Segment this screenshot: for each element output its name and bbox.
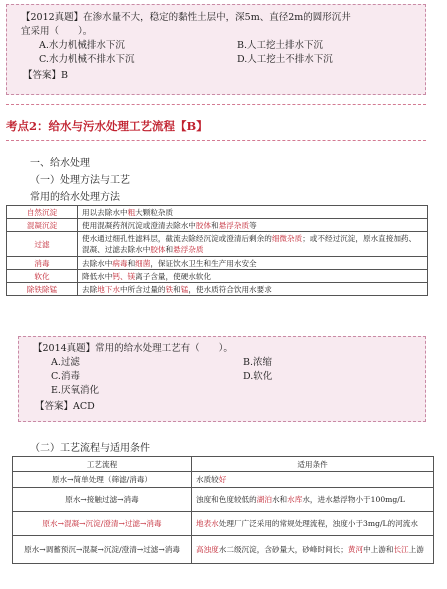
- highlight-text: 长江: [393, 545, 409, 554]
- highlight-text: 高浊度: [196, 545, 219, 554]
- question-stem: 【2012真题】在渗水量不大，稳定的黏性土层中，深5m、直径2m的圆形沉井: [21, 12, 351, 23]
- method-description: [78, 257, 428, 270]
- options-row: [33, 356, 417, 370]
- table-row: [13, 536, 434, 564]
- process-flow: 原水→调蓄预沉→混凝→沉淀/澄清→过滤→消毒: [13, 536, 192, 564]
- text-run: 浊度和色度较低的: [196, 495, 257, 504]
- method-name: 除铁除锰: [7, 283, 78, 296]
- divider: [6, 140, 426, 141]
- highlight-text: 胶体: [150, 245, 166, 254]
- table-row: [7, 270, 428, 283]
- text-run: 和: [211, 220, 219, 230]
- applicable-condition: [192, 536, 434, 564]
- highlight-text: 钙、镁: [112, 271, 136, 281]
- highlight-text: 细微杂质: [271, 234, 303, 243]
- table-row: [7, 283, 428, 296]
- method-name: 自然沉淀: [7, 206, 78, 219]
- method-name: 消毒: [7, 257, 78, 270]
- text-run: 降低水中: [82, 271, 113, 281]
- text-run: 上游: [408, 545, 424, 554]
- text-run: ，使水质符合饮用水要求: [188, 284, 272, 294]
- table-row: [7, 206, 428, 219]
- table-row: [7, 257, 428, 270]
- heading-common-methods: 常用的给水处理方法: [30, 192, 120, 203]
- method-description: [78, 232, 428, 257]
- text-run: 和: [127, 258, 136, 268]
- applicable-condition: [192, 472, 434, 488]
- text-run: 水二级沉淀，含砂量大，砂峰时间长；: [218, 545, 348, 554]
- section-title: 考点2：给水与污水处理工艺流程【B】: [6, 119, 208, 133]
- method-description: [78, 219, 428, 232]
- highlight-text: 锰: [180, 284, 189, 294]
- option-d: D.软化: [243, 371, 273, 382]
- option-a: A.过滤: [51, 357, 80, 368]
- text-run: ，保证饮水卫生和生产用水安全: [150, 258, 257, 268]
- highlight-text: 悬浮杂质: [218, 220, 250, 230]
- method-description: [78, 206, 428, 219]
- flow-table: [12, 456, 434, 564]
- text-run: 和: [165, 245, 174, 254]
- text-run: 中上游和: [363, 545, 394, 554]
- text-run: 处理厂广泛采用的常规处理流程，浊度小于3mg/L的河流水: [218, 519, 418, 528]
- heading-supply: 一、给水处理: [30, 158, 90, 169]
- text-run: ；或不经过沉淀，原水直接加药、混凝、过滤去除水中: [82, 234, 417, 254]
- question-box-2014: [18, 336, 426, 422]
- method-description: [78, 270, 428, 283]
- text-run: 和: [173, 284, 181, 294]
- text-run: 去除: [82, 284, 98, 294]
- text-run: 水和: [271, 495, 288, 504]
- table-row: [13, 488, 434, 512]
- heading-flow: （二）工艺流程与适用条件: [30, 443, 150, 454]
- option-c: C.水力机械不排水下沉: [39, 54, 135, 65]
- highlight-text: 地表水: [196, 519, 219, 528]
- highlight-text: 地下水: [97, 284, 120, 294]
- option-b: B.浓缩: [243, 357, 273, 368]
- options-row: [21, 39, 417, 53]
- answer: 【答案】B: [23, 70, 68, 81]
- text-run: 离子含量，使硬水软化: [135, 271, 212, 281]
- answer: 【答案】ACD: [35, 401, 95, 412]
- table-row: [13, 472, 434, 488]
- table-header-row: [13, 457, 434, 472]
- question-box-2012: [6, 4, 426, 95]
- text-run: 等: [249, 220, 257, 230]
- option-b: B.人工挖土排水下沉: [237, 40, 324, 51]
- text-run: 去除水中: [82, 258, 113, 268]
- table-row: [13, 512, 434, 536]
- process-flow: 原水→简单处理（筛滤/消毒）: [13, 472, 192, 488]
- method-name: 软化: [7, 270, 78, 283]
- text-run: 中所含过量的: [119, 284, 166, 294]
- question-stem-cont: 宜采用（ ）。: [21, 26, 93, 37]
- text-run: 使用混凝药剂沉淀或澄清去除水中: [82, 220, 196, 230]
- applicable-condition: [192, 512, 434, 536]
- highlight-text: 黄河: [347, 545, 364, 554]
- heading-methods: （一）处理方法与工艺: [30, 175, 130, 186]
- highlight-text: 悬浮杂质: [173, 245, 204, 254]
- text-run: 水，进水悬浮物小于100mg/L: [302, 495, 405, 504]
- option-a: A.水力机械排水下沉: [39, 40, 125, 51]
- applicable-condition: [192, 488, 434, 512]
- method-name: 混凝沉淀: [7, 219, 78, 232]
- process-flow: 原水→接触过滤→消毒: [13, 488, 192, 512]
- highlight-text: 粗: [127, 207, 136, 217]
- highlight-text: 铁: [165, 284, 174, 294]
- process-flow: 原水→混凝→沉淀/澄清→过滤→消毒: [13, 512, 192, 536]
- options-row: [33, 370, 417, 384]
- options-row: [33, 384, 417, 398]
- text-run: 大颗粒杂质: [135, 207, 174, 217]
- highlight-text: 水库: [287, 495, 303, 504]
- method-description: [78, 283, 428, 296]
- text-run: 用以去除水中: [82, 207, 128, 217]
- column-header-flow: 工艺流程: [13, 457, 192, 472]
- highlight-text: 好: [218, 475, 227, 484]
- text-run: 水质较: [196, 475, 219, 484]
- methods-table: [6, 205, 428, 296]
- column-header-condition: 适用条件: [192, 457, 434, 472]
- highlight-text: 细菌: [135, 258, 151, 268]
- option-e: E.厌氧消化: [51, 385, 99, 396]
- highlight-text: 胶体: [195, 220, 212, 230]
- option-d: D.人工挖土不排水下沉: [237, 54, 333, 65]
- option-c: C.消毒: [51, 371, 80, 382]
- table-row: [7, 232, 428, 257]
- method-name: 过滤: [7, 232, 78, 257]
- table-row: [7, 219, 428, 232]
- question-stem: 【2014真题】常用的给水处理工艺有（ ）。: [33, 343, 233, 354]
- options-row: [21, 53, 417, 67]
- divider: [6, 104, 426, 105]
- text-run: 使水通过细孔性滤料层，截流去除经沉淀或澄清后剩余的: [82, 234, 272, 243]
- highlight-text: 湖泊: [256, 495, 272, 504]
- highlight-text: 病毒: [112, 258, 128, 268]
